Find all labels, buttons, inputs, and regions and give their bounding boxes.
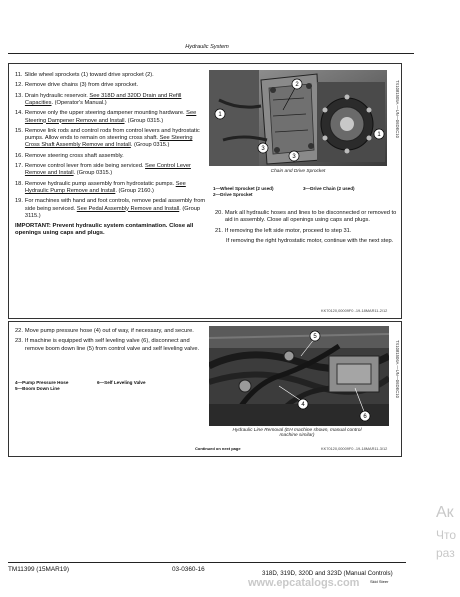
step-item (15, 198, 207, 220)
continued-notice: Continued on next page (195, 446, 241, 451)
step-text (25, 338, 207, 352)
footer-page-number: 03-0360-16 (172, 566, 205, 573)
right-steps-column (215, 210, 397, 245)
overlay-text-1: Ак (436, 504, 454, 521)
step-text (25, 128, 207, 150)
footer-document-number: TM11399 (15MAR19) (8, 566, 69, 573)
callout-3b (289, 151, 299, 161)
callout-1b (374, 129, 384, 139)
step-text (24, 72, 207, 79)
callout-label-1b: 1 (377, 132, 381, 139)
hydraulic-line-removal-photo (209, 326, 389, 426)
step-number: 13. (15, 92, 23, 99)
header-rule (8, 53, 414, 54)
step-text (25, 181, 207, 195)
step-text (25, 328, 207, 335)
step-text-part: If removing the left side motor, proceed to step 31. (224, 227, 352, 234)
legend-item-2: 2—Drive Sprocket (213, 192, 253, 197)
callout-label-3: 3 (261, 146, 265, 153)
page-title: Hydraulic System (185, 44, 229, 50)
step-text (25, 93, 207, 107)
left-steps-column (15, 72, 207, 238)
step-text-part: Drain hydraulic reservoir. (24, 92, 90, 99)
callout-1 (215, 109, 225, 119)
step-number: 15. (15, 127, 23, 134)
reference-code-2: KK70120,00009F0 -19-18MAR11-3/12 (321, 446, 388, 451)
step-item (15, 328, 207, 335)
step-list (15, 328, 207, 353)
step-number: 23. (15, 338, 23, 345)
cross-reference-link[interactable]: See Steering Cross Shaft Assembly Remove and Install (24, 135, 193, 149)
step-text-part: Slide wheel sprockets (1) toward drive sprocket (2). (24, 72, 154, 78)
left-steps-column (15, 328, 207, 356)
step-text-part: . (Group 2160.) (115, 187, 154, 194)
overlay-text-2: Что (436, 528, 457, 542)
callout-label-2: 2 (295, 82, 299, 89)
callout-label-6: 6 (363, 414, 367, 421)
footer-machine-type: Skid Steer (370, 579, 389, 584)
footer-models: 318D, 319D, 320D and 323D (Manual Controls) (262, 570, 393, 577)
photo-code-2: TX1081506A —UN—06DEC10 (395, 340, 400, 398)
step-text (25, 153, 207, 160)
step-text-part: . (Operator's Manual.) (51, 99, 107, 106)
step-number: 20. (215, 210, 223, 216)
step-text-part: . (Group 3115.) (24, 205, 201, 219)
step-text-part: Remove only the upper steering dampener mounting hardware. (24, 110, 187, 117)
step-text-part: Remove drive chains (3) from drive sprocket. (24, 82, 139, 89)
step-number: 16. (15, 152, 23, 159)
legend-item-6: 6—Self Leveling Valve (97, 380, 146, 385)
step-item (15, 93, 207, 107)
step-item (15, 72, 207, 79)
step-item (15, 153, 207, 160)
step-text-part: If machine is equipped with self leveling valve (6), disconnect and remove boom down line (5) from control valve and self leveling valve. (24, 338, 200, 352)
cross-reference-link[interactable]: See Hydraulic Pump Remove and Install (24, 180, 186, 194)
step-item (215, 210, 397, 224)
step-number: 22. (15, 328, 23, 334)
step-item (15, 338, 207, 352)
step-number: 18. (15, 180, 23, 187)
step-text-part: Move pump pressure hose (4) out of way, if necessary, and secure. (24, 328, 194, 334)
callout-label-3b: 3 (292, 154, 296, 161)
legend-1 (213, 186, 393, 198)
step-text-part: Remove hydraulic pump assembly from hydrostatic pumps. (24, 180, 176, 187)
step-21-note: If removing the right hydrostatic motor, continue with the next step. (226, 237, 394, 244)
photo-caption-1: Chain and Drive Sprocket (270, 169, 326, 174)
step-list (215, 210, 397, 235)
step-text (25, 110, 207, 124)
step-text-part: . (Group 0315.) (73, 170, 113, 177)
important-note (15, 223, 207, 237)
step-item (15, 181, 207, 195)
step-text-part: . (Group 0315.) (124, 117, 164, 124)
cross-reference-link[interactable]: See Control Lever Remove and Install (24, 163, 191, 177)
step-text (225, 210, 397, 224)
legend-2 (15, 380, 205, 392)
step-number: 12. (15, 82, 23, 89)
important-text: Prevent hydraulic system contamination. Close all openings using caps and plugs. (15, 223, 194, 237)
callout-label-5: 5 (313, 334, 317, 341)
step-item (15, 163, 207, 177)
step-text (25, 198, 207, 220)
legend-item-4: 4—Pump Pressure Hose (15, 380, 69, 385)
step-item (15, 128, 207, 150)
step-text-part: Remove steering cross shaft assembly. (24, 152, 124, 159)
step-text (25, 163, 207, 177)
watermark-url[interactable]: www.epcatalogs.com (248, 577, 360, 589)
step-text-part: Remove link rods and control rods from control levers and hydrostatic pumps. Allow ends to remain on steering cross shaft. (24, 127, 200, 142)
photo-code-1: TX1081505A —UN—06DEC10 (395, 80, 400, 138)
cross-reference-link[interactable]: See 318D and 320D Drain and Refill Capacities (24, 92, 182, 106)
callout-label-1: 1 (218, 112, 222, 119)
step-number: 21. (215, 227, 223, 234)
callout-3 (258, 143, 268, 153)
overlay-text-3: раз (436, 546, 455, 560)
step-number: 14. (15, 110, 23, 117)
step-item (15, 110, 207, 124)
step-number: 11. (15, 72, 23, 78)
step-item (15, 82, 207, 89)
step-text-part: Mark all hydraulic hoses and lines to be disconnected or removed to aid in assembly. Close all openings using caps and plugs. (224, 210, 397, 224)
legend-row (213, 192, 393, 198)
legend-item-1: 1—Wheel Sprocket (2 used) (213, 186, 274, 191)
cross-reference-link[interactable]: See Pedal Assembly Remove and Install (76, 205, 180, 212)
step-text-part: For machines with hand and foot controls, remove pedal assembly from side being serviced. (24, 198, 206, 212)
important-label: IMPORTANT: (15, 223, 51, 230)
legend-row (15, 386, 205, 392)
step-list (15, 72, 207, 220)
step-text-part: Remove control lever from side being serviced. (24, 163, 146, 170)
step-text (225, 228, 397, 235)
footer-rule (8, 562, 406, 563)
step-text (25, 82, 207, 89)
callout-label-4: 4 (301, 402, 305, 409)
step-item (215, 228, 397, 235)
step-number: 17. (15, 163, 23, 170)
cross-reference-link[interactable]: See Steering Dampener Remove and Install (24, 110, 197, 124)
procedure-box-steps-11-21 (8, 63, 402, 319)
reference-code-1: KK70120,00009F0 -19-18MAR11-2/12 (321, 308, 388, 313)
step-text-part: . (Group 0315.) (130, 142, 170, 149)
legend-item-5: 5—Boom Down Line (15, 386, 60, 391)
procedure-box-steps-22-23 (8, 321, 402, 457)
step-number: 19. (15, 198, 23, 205)
photo-caption-2: Hydraulic Line Removal (EH machine shown, manual control machine similar) (232, 428, 362, 438)
legend-item-3: 3—Drive Chain (2 used) (303, 186, 355, 191)
chain-and-drive-sprocket-photo (209, 70, 387, 166)
